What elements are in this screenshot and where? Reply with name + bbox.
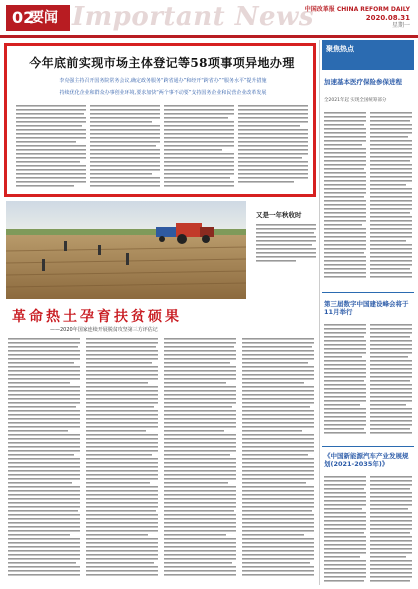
headline-body-col4	[238, 104, 308, 192]
text-lines	[16, 104, 86, 192]
feature-subtitle: ——2020年国家连续开展脱贫攻坚第三方评估记	[50, 327, 158, 333]
right-article-title[interactable]: 加速基本医疗保险参保进程	[324, 78, 402, 86]
text-lines	[324, 322, 414, 442]
issue-date: 2020.08.31	[365, 14, 410, 22]
feature-body	[8, 336, 314, 584]
headline-body-col1	[16, 104, 86, 192]
right-lower-title-2[interactable]: 《中国新能源汽车产业发展规划(2021-2035年)》	[324, 452, 409, 468]
text-lines	[238, 104, 308, 192]
headline-title[interactable]: 今年底前实现市场主体登记等58项事项异地办理	[29, 56, 295, 70]
right-lower-body-2	[324, 474, 414, 584]
text-lines	[164, 104, 234, 192]
column-divider	[319, 40, 320, 585]
right-separator	[322, 292, 414, 293]
section-english-title: Important News	[72, 2, 315, 32]
harvest-photo	[6, 201, 246, 299]
right-lower-title-1[interactable]: 第三届数字中国建设峰会将于11月举行	[324, 300, 409, 316]
right-lower-body-1	[324, 322, 414, 442]
headline-body-col2	[90, 104, 160, 192]
text-lines	[90, 104, 160, 192]
headline-subtitle-2: 持续优化企业和群众办事创业环境,要求加快“两个事不动要”支持国务企业和民营企业改革发展	[59, 90, 267, 96]
hot-topic-label: 聚焦热点	[326, 45, 354, 53]
hot-topic-banner	[322, 40, 414, 70]
text-lines	[256, 222, 316, 282]
header-rule	[0, 35, 418, 38]
feature-title[interactable]: 革命热土孕育扶贫硕果	[12, 309, 182, 325]
photo-caption-body	[256, 222, 316, 282]
headline-body-col3	[164, 104, 234, 192]
brand: 中国改革报 CHINA REFORM DAILY	[304, 6, 410, 13]
right-article-subtitle: 全2021年起 实现全国统筹部分	[324, 98, 387, 103]
text-lines	[8, 336, 314, 584]
right-separator-2	[322, 446, 414, 447]
photo-caption-title[interactable]: 又是一年秋收时	[256, 211, 302, 219]
headline-subtitle-1: 李克强主持召开国务院常务会议,确定政务服务“跨省通办”和经开“跨省办”“服务水平”提升措施	[59, 78, 267, 84]
page-number: 02	[6, 5, 70, 31]
section-title: 要闻	[30, 10, 58, 26]
masthead	[305, 6, 410, 30]
issue-weekday: 星期一	[391, 22, 410, 29]
right-article-body	[324, 110, 414, 290]
text-lines	[324, 474, 414, 584]
harvest-field-image	[6, 201, 246, 299]
text-lines	[324, 110, 414, 290]
